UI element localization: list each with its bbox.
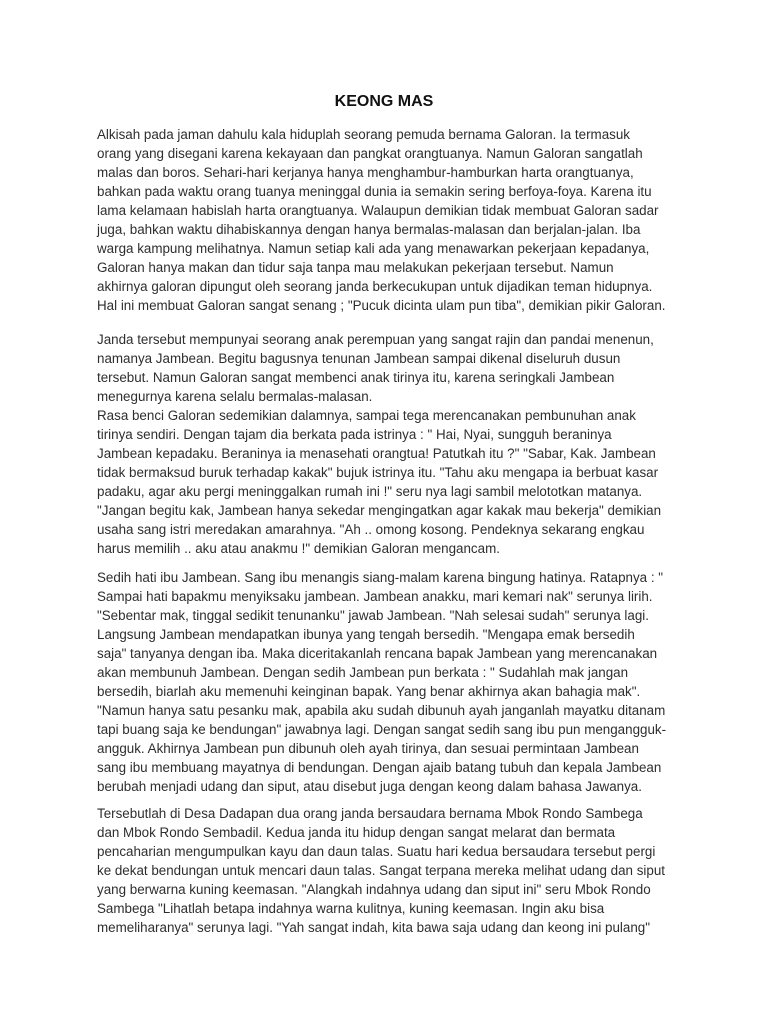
text-line: akhirnya galoran dipungut oleh seorang janda berkecukupan untuk dijadikan teman hidupnya.: [97, 279, 653, 294]
text-line: Galoran hanya makan dan tidur saja tanpa mau melakukan pekerjaan tersebut. Namun: [97, 260, 614, 275]
text-line: Sambega "Lihatlah betapa indahnya warna kulitnya, kuning keemasan. Ingin aku bisa: [97, 901, 605, 916]
text-line: akan membunuh Jambean. Dengan sedih Jambean pun berkata : " Sudahlah mak jangan: [97, 665, 629, 680]
text-line: Rasa benci Galoran sedemikian dalamnya, sampai tega merencanakan pembunuhan anak: [97, 408, 636, 423]
text-line: Jambean kepadaku. Beraninya ia menasehati orangtua! Patutkah itu ?" "Sabar, Kak. Jambean: [97, 446, 656, 461]
text-line: menegurnya karena selalu bermalas-malasan.: [97, 389, 373, 404]
text-line: lama kelamaan habislah harta orangtuanya. Walaupun demikian tidak membuat Galoran sadar: [97, 203, 659, 218]
text-line: memeliharanya" serunya lagi. "Yah sangat indah, kita bawa saja udang dan keong ini pulang": [97, 920, 650, 935]
text-line: tersebut. Namun Galoran sangat membenci anak tirinya itu, karena seringkali Jambean: [97, 370, 615, 385]
paragraph-2: [97, 330, 687, 558]
text-line: "Sebentar mak, tinggal sedikit tenunanku" jawab Jambean. "Nah selesai sudah" serunya lagi.: [97, 608, 649, 623]
text-line: Langsung Jambean mendapatkan ibunya yang tengah bersedih. "Mengapa emak bersedih: [97, 627, 635, 642]
text-line: harus memilih .. aku atau anakmu !" demikian Galoran mengancam.: [97, 541, 500, 556]
text-line: Sampai hati bapakmu menyiksaku jambean. Jambean anakku, mari kemari nak" serunya lirih.: [97, 589, 653, 604]
text-line: tidak bermaksud buruk terhadap kakak" bujuk istrinya itu. "Tahu aku mengapa ia berbuat kasar: [97, 465, 659, 480]
text-line: tirinya sendiri. Dengan tajam dia berkata pada istrinya : " Hai, Nyai, sungguh beraninya: [97, 427, 612, 442]
text-line: bersedih, biarlah aku memenuhi keinginan bapak. Yang benar akhirnya akan bahagia mak".: [97, 684, 641, 699]
text-line: Sedih hati ibu Jambean. Sang ibu menangis siang-malam karena bingung hatinya. Ratapnya : ": [97, 570, 664, 585]
text-line: berubah menjadi udang dan siput, atau disebut juga dengan keong dalam bahasa Jawanya.: [97, 779, 642, 794]
text-line: usaha sang istri meredakan amarahnya. "Ah .. omong kosong. Pendeknya sekarang engkau: [97, 522, 645, 537]
text-line: malas dan boros. Sehari-hari kerjanya hanya menghambur-hamburkan harta orangtuanya,: [97, 165, 634, 180]
text-line: warga kampung melihatnya. Namun setiap kali ada yang menawarkan pekerjaan kepadanya,: [97, 241, 650, 256]
text-line: ke dekat bendungan untuk mencari daun talas. Sangat terpana mereka melihat udang dan siput: [97, 863, 666, 878]
paragraph-4: [97, 804, 687, 937]
text-line: yang berwarna kuning keemasan. "Alangkah indahnya udang dan siput ini" seru Mbok Rondo: [97, 882, 651, 897]
text-line: sang ibu membuang mayatnya di bendungan. Dengan ajaib batang tubuh dan kepala Jambean: [97, 760, 662, 775]
text-line: pencaharian mengumpulkan kayu dan daun talas. Suatu hari kedua bersaudara tersebut pergi: [97, 844, 656, 859]
text-line: angguk. Akhirnya Jambean pun dibunuh oleh ayah tirinya, dan sesuai permintaan Jambean: [97, 741, 639, 756]
text-line: Alkisah pada jaman dahulu kala hiduplah seorang pemuda bernama Galoran. Ia termasuk: [97, 127, 630, 142]
paragraph-3: [97, 568, 687, 796]
paragraph-1: [97, 125, 687, 315]
text-line: padaku, agar aku pergi meninggalkan rumah ini !" seru nya lagi sambil melototkan matanya.: [97, 484, 643, 499]
text-line: tapi buang saja ke bendungan" jawabnya lagi. Dengan sangat sedih sang ibu pun mengangguk-: [97, 722, 667, 737]
text-line: Hal ini membuat Galoran sangat senang ; "Pucuk dicinta ulam pun tiba", demikian pikir Galoran.: [97, 298, 666, 313]
text-line: bahkan pada waktu orang tuanya meninggal dunia ia semakin sering berfoya-foya. Karena itu: [97, 184, 652, 199]
text-line: orang yang disegani karena kekayaan dan pangkat orangtuanya. Namun Galoran sangatlah: [97, 146, 643, 161]
text-line: saja" tanyanya dengan iba. Maka diceritakanlah rencana bapak Jambean yang merencanakan: [97, 646, 658, 661]
text-line: dan Mbok Rondo Sembadil. Kedua janda itu hidup dengan sangat melarat dan bermata: [97, 825, 616, 840]
text-line: "Namun hanya satu pesanku mak, apabila aku sudah dibunuh ayah janganlah mayatku ditanam: [97, 703, 666, 718]
text-line: Tersebutlah di Desa Dadapan dua orang janda bersaudara bernama Mbok Rondo Sambega: [97, 806, 643, 821]
text-line: juga, bahkan waktu dihabiskannya dengan hanya bermalas-malasan dan berjalan-jalan. Iba: [97, 222, 641, 237]
text-line: namanya Jambean. Begitu bagusnya tenunan Jambean sampai dikenal diseluruh dusun: [97, 351, 621, 366]
text-line: "Jangan begitu kak, Jambean hanya sekedar mengingatkan agar kakak mau bekerja" demikian: [97, 503, 662, 518]
document-title: KEONG MAS: [334, 93, 434, 110]
text-line: Janda tersebut mempunyai seorang anak perempuan yang sangat rajin dan pandai menenun,: [97, 332, 654, 347]
